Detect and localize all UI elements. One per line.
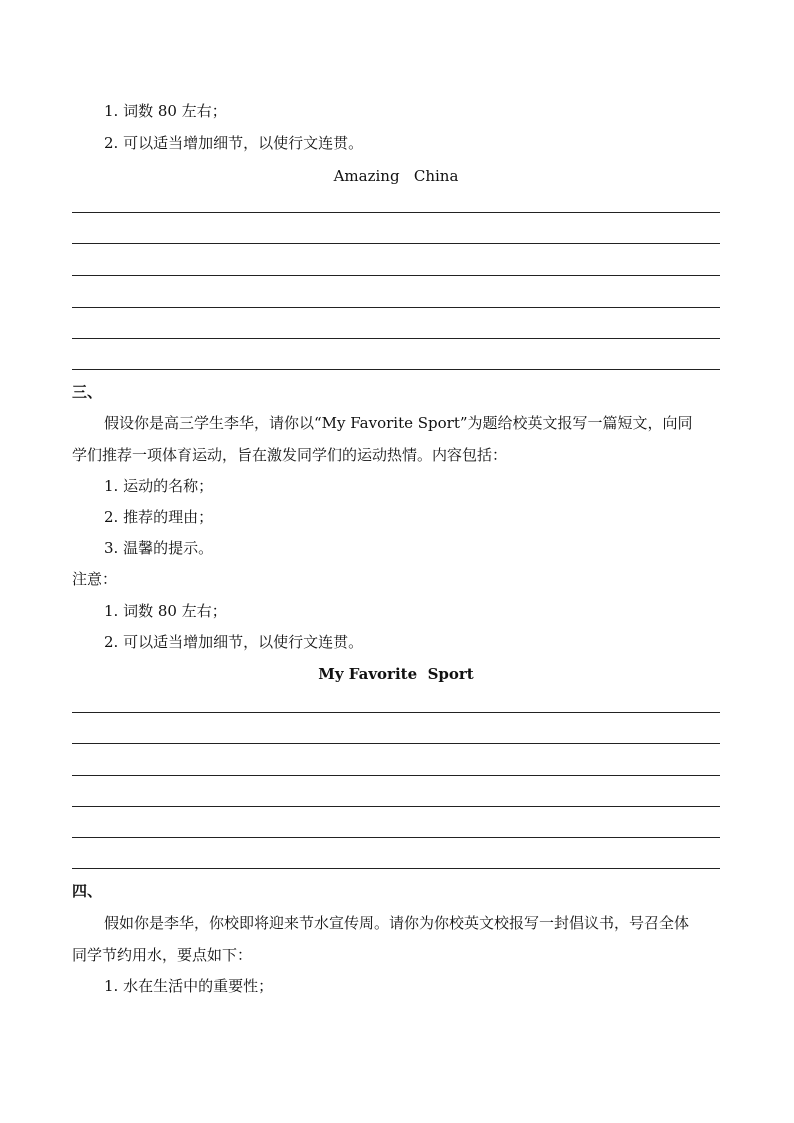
content-item-1: 1. 水在生活中的重要性； [104,977,274,995]
writing-line [72,712,720,713]
writing-line [72,243,720,244]
section-heading-3: 三、 [72,383,103,401]
content-item-3: 3. 温馨的提示。 [104,539,214,557]
writing-line [72,212,720,213]
writing-line [72,775,720,776]
writing-line [72,275,720,276]
writing-line [72,307,720,308]
prompt-paragraph-line-2: 同学节约用水，要点如下： [72,946,253,964]
note-1: 1. 词数 80 左右； [104,102,227,120]
note-2: 2. 可以适当增加细节，以使行文连贯。 [104,134,364,152]
writing-line [72,806,720,807]
content-item-2: 2. 推荐的理由； [104,508,214,526]
note-label: 注意： [72,570,118,588]
prompt-paragraph-line-2: 学们推荐一项体育运动，旨在激发同学们的运动热情。内容包括： [72,446,508,464]
note-2: 2. 可以适当增加细节，以使行文连贯。 [104,633,364,651]
section-heading-4: 四、 [72,882,103,900]
writing-line [72,868,720,869]
content-item-1: 1. 运动的名称； [104,477,214,495]
note-1: 1. 词数 80 左右； [104,602,227,620]
writing-line [72,369,720,370]
essay-title-amazing-china: Amazing China [333,167,459,185]
writing-line [72,837,720,838]
prompt-paragraph-line-1: 假设你是高三学生李华，请你以“My Favorite Sport”为题给校英文报写一篇短文，向同 [104,414,693,432]
prompt-paragraph-line-1: 假如你是李华，你校即将迎来节水宣传周。请你为你校英文校报写一封倡议书，号召全体 [104,914,690,932]
writing-line [72,338,720,339]
writing-line [72,743,720,744]
essay-title-my-favorite-sport: My Favorite Sport [318,665,474,683]
